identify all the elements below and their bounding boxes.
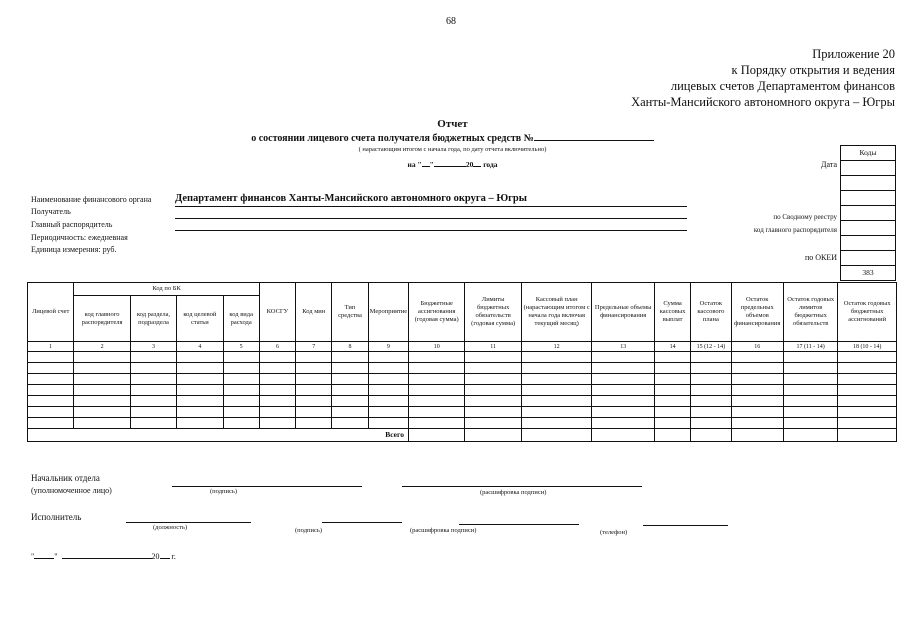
table-cell — [259, 407, 295, 418]
table-cell — [521, 363, 592, 374]
column-number: 11 — [465, 342, 521, 352]
table-cell — [465, 363, 521, 374]
head-decoding-line — [402, 486, 642, 487]
total-cell — [783, 429, 837, 442]
col-expense-type-code: код вида расхода — [223, 296, 259, 342]
table-row — [28, 418, 897, 429]
table-cell — [368, 385, 408, 396]
table-cell — [592, 418, 655, 429]
table-cell — [28, 407, 74, 418]
column-number: 6 — [259, 342, 295, 352]
total-cell — [408, 429, 464, 442]
table-row — [28, 407, 897, 418]
column-number: 5 — [223, 342, 259, 352]
main-manager-line — [175, 230, 687, 231]
table-cell — [332, 352, 368, 363]
table-cell — [731, 418, 783, 429]
annex-line: Приложение 20 — [812, 47, 895, 61]
table-cell — [838, 385, 897, 396]
date-quote-open: " — [31, 552, 35, 561]
table-cell — [408, 396, 464, 407]
column-number: 9 — [368, 342, 408, 352]
column-number: 17 (11 - 14) — [783, 342, 837, 352]
total-cell — [654, 429, 690, 442]
code-okei-cell: 383 — [840, 266, 896, 281]
table-cell — [465, 352, 521, 363]
column-number: 10 — [408, 342, 464, 352]
table-cell — [691, 418, 731, 429]
report-table — [27, 282, 897, 442]
table-cell — [368, 407, 408, 418]
table-cell — [691, 396, 731, 407]
col-event: Мероприятие — [368, 283, 408, 342]
table-cell — [223, 418, 259, 429]
date-month-line — [434, 157, 466, 167]
table-cell — [223, 374, 259, 385]
codes-okei-label: по ОКЕИ — [804, 253, 837, 262]
table-cell — [332, 374, 368, 385]
table-cell — [521, 352, 592, 363]
report-title: Отчет — [437, 118, 468, 130]
table-cell — [592, 352, 655, 363]
code-empty-cell — [840, 191, 896, 206]
table-cell — [731, 352, 783, 363]
table-cell — [130, 385, 176, 396]
table-cell — [731, 363, 783, 374]
table-cell — [223, 352, 259, 363]
code-empty-cell — [840, 206, 896, 221]
table-cell — [691, 363, 731, 374]
table-cell — [408, 385, 464, 396]
table-cell — [177, 385, 223, 396]
total-cell — [521, 429, 592, 442]
annex-line: Ханты-Мансийского автономного округа – Югры — [631, 95, 895, 109]
table-cell — [223, 385, 259, 396]
sig-date-suffix: г. — [171, 552, 176, 561]
code-empty-cell — [840, 176, 896, 191]
column-number: 3 — [130, 342, 176, 352]
table-cell — [223, 363, 259, 374]
date-sep: " — [429, 160, 434, 169]
report-date — [0, 157, 905, 169]
table-cell — [130, 352, 176, 363]
column-number: 12 — [521, 342, 592, 352]
table-cell — [783, 396, 837, 407]
head-decoding-caption: (расшифровка подписи) — [480, 489, 547, 496]
table-cell — [259, 385, 295, 396]
recipient-label: Получатель — [31, 207, 71, 216]
table-cell — [521, 407, 592, 418]
sig-date-year: 20 — [151, 552, 160, 561]
table-cell — [654, 363, 690, 374]
table-cell — [368, 418, 408, 429]
col-funding-limits: Предельные объемы финансирования — [592, 283, 655, 342]
table-cell — [296, 352, 332, 363]
table-cell — [259, 396, 295, 407]
table-cell — [74, 363, 130, 374]
code-manager-cell — [840, 236, 896, 251]
table-cell — [521, 385, 592, 396]
table-cell — [259, 363, 295, 374]
date-year-line — [473, 157, 481, 167]
annex-line: к Порядку открытия и ведения — [731, 63, 895, 77]
column-number: 18 (10 - 14) — [838, 342, 897, 352]
executor-decoding-caption: (расшифровка подписи) — [410, 527, 477, 534]
table-cell — [465, 385, 521, 396]
table-cell — [654, 407, 690, 418]
executor-phone-caption: (телефон) — [600, 529, 628, 536]
unit-label: Единица измерения: руб. — [31, 245, 117, 254]
table-cell — [130, 407, 176, 418]
executor-phone-line — [643, 525, 728, 526]
table-cell — [592, 396, 655, 407]
table-cell — [654, 385, 690, 396]
head-signature-caption: (подпись) — [210, 488, 237, 495]
table-cell — [592, 407, 655, 418]
col-section-code: код раздела, подраздела — [130, 296, 176, 342]
fin-org-value: Департамент финансов Ханты-Мансийского автономного округа – Югры — [175, 193, 527, 204]
table-cell — [130, 396, 176, 407]
table-cell — [296, 418, 332, 429]
table-cell — [28, 418, 74, 429]
sig-day-line — [34, 549, 54, 559]
code-empty-cell — [840, 251, 896, 266]
table-cell — [332, 385, 368, 396]
table-cell — [223, 396, 259, 407]
codes-manager-label: код главного распорядителя — [753, 226, 837, 234]
column-number: 15 (12 - 14) — [691, 342, 731, 352]
page-number: 68 — [446, 16, 456, 27]
col-cash-plan-balance: Остаток кассового плана — [691, 283, 731, 342]
table-cell — [408, 363, 464, 374]
report-note: ( нарастающим итогом с начала года, по дату отчета включительно) — [358, 146, 547, 153]
account-number-line — [534, 131, 654, 141]
table-cell — [654, 396, 690, 407]
table-row — [28, 374, 897, 385]
column-number: 1 — [28, 342, 74, 352]
codes-header: Коды — [840, 145, 896, 161]
table-cell — [521, 396, 592, 407]
table-cell — [74, 396, 130, 407]
column-number: 13 — [592, 342, 655, 352]
table-cell — [691, 374, 731, 385]
table-cell — [74, 418, 130, 429]
table-cell — [783, 418, 837, 429]
sig-month-line — [62, 549, 152, 559]
col-personal-account: Лицевой счет — [28, 283, 74, 342]
table-cell — [408, 374, 464, 385]
head-signature-line — [172, 486, 362, 487]
executor-position-line — [126, 522, 251, 523]
table-cell — [368, 363, 408, 374]
table-cell — [177, 407, 223, 418]
table-cell — [731, 385, 783, 396]
table-cell — [408, 407, 464, 418]
table-cell — [296, 396, 332, 407]
table-cell — [177, 352, 223, 363]
table-cell — [332, 363, 368, 374]
col-main-manager-code: код главного распорядителя — [74, 296, 130, 342]
table-cell — [838, 418, 897, 429]
table-cell — [731, 374, 783, 385]
total-cell — [731, 429, 783, 442]
signature-date — [31, 549, 176, 561]
col-kosgu: КОСГУ — [259, 283, 295, 342]
table-cell — [654, 374, 690, 385]
col-spare-code: Код мин — [296, 283, 332, 342]
annex-line: лицевых счетов Департаментом финансов — [670, 79, 895, 93]
table-row — [28, 396, 897, 407]
table-cell — [332, 418, 368, 429]
table-cell — [368, 352, 408, 363]
report-subtitle-text: о состоянии лицевого счета получателя бюджетных средств № — [251, 133, 534, 144]
table-cell — [368, 396, 408, 407]
table-cell — [408, 418, 464, 429]
col-limits-balance: Остаток годовых лимитов бюджетных обязательств — [783, 283, 837, 342]
fin-org-line — [175, 206, 687, 207]
table-cell — [783, 352, 837, 363]
col-funding-balance: Остаток предельных объемов финансирования — [731, 283, 783, 342]
table-cell — [691, 407, 731, 418]
table-cell — [838, 396, 897, 407]
col-group-bk: Код по БК — [74, 283, 259, 296]
executor-signature-caption: (подпись) — [295, 527, 322, 534]
total-row — [28, 429, 897, 442]
table-cell — [74, 352, 130, 363]
date-day-line — [422, 157, 430, 167]
table-cell — [592, 385, 655, 396]
table-cell — [654, 352, 690, 363]
table-body — [28, 352, 897, 429]
table-cell — [74, 407, 130, 418]
table-cell — [783, 363, 837, 374]
table-cell — [74, 385, 130, 396]
col-budget-allocations: Бюджетные ассигнования (годовая сумма) — [408, 283, 464, 342]
codes-svod-label: по Сводному реестру — [773, 213, 837, 221]
table-cell — [465, 374, 521, 385]
table-cell — [223, 407, 259, 418]
total-cell — [838, 429, 897, 442]
total-cell — [465, 429, 521, 442]
table-cell — [28, 374, 74, 385]
table-row — [28, 363, 897, 374]
table-cell — [28, 352, 74, 363]
sig-year-line — [160, 549, 170, 559]
table-cell — [177, 363, 223, 374]
col-cash-payments: Сумма кассовых выплат — [654, 283, 690, 342]
table-cell — [332, 407, 368, 418]
table-cell — [259, 352, 295, 363]
column-number: 8 — [332, 342, 368, 352]
table-cell — [838, 352, 897, 363]
table-cell — [838, 407, 897, 418]
fin-org-label: Наименование финансового органа — [31, 195, 152, 204]
table-cell — [177, 396, 223, 407]
table-cell — [259, 374, 295, 385]
table-cell — [28, 385, 74, 396]
column-number: 4 — [177, 342, 223, 352]
table-cell — [259, 418, 295, 429]
executor-decoding-line — [459, 524, 579, 525]
recipient-line — [175, 218, 687, 219]
code-date-cell — [840, 161, 896, 176]
date-quote-close: " — [54, 552, 58, 561]
table-cell — [592, 374, 655, 385]
table-cell — [28, 363, 74, 374]
table-cell — [408, 352, 464, 363]
annex-header — [631, 46, 895, 110]
table-cell — [731, 396, 783, 407]
table-cell — [838, 374, 897, 385]
table-cell — [130, 374, 176, 385]
table-cell — [592, 363, 655, 374]
col-budget-limits: Лимиты бюджетных обязательств (годовая сумма) — [465, 283, 521, 342]
table-cell — [783, 385, 837, 396]
table-row — [28, 385, 897, 396]
date-year: 20 — [465, 160, 474, 169]
col-funds-type: Тип средства — [332, 283, 368, 342]
table-cell — [521, 418, 592, 429]
executor-signature-line — [322, 522, 402, 523]
table-cell — [130, 418, 176, 429]
table-cell — [783, 374, 837, 385]
date-prefix: на " — [407, 160, 422, 169]
table-cell — [74, 374, 130, 385]
executor-label: Исполнитель — [31, 512, 82, 522]
table-cell — [130, 363, 176, 374]
column-number: 14 — [654, 342, 690, 352]
total-cell — [592, 429, 655, 442]
table-cell — [28, 396, 74, 407]
table-cell — [838, 363, 897, 374]
table-cell — [654, 418, 690, 429]
column-number: 2 — [74, 342, 130, 352]
table-cell — [296, 407, 332, 418]
table-cell — [691, 385, 731, 396]
date-suffix: года — [483, 160, 498, 169]
code-svod-cell — [840, 221, 896, 236]
col-target-code: код целевой статьи — [177, 296, 223, 342]
total-label: Всего — [28, 429, 409, 442]
codes-date-label: Дата — [821, 160, 837, 169]
table-cell — [368, 374, 408, 385]
table-cell — [783, 407, 837, 418]
table-cell — [521, 374, 592, 385]
main-manager-label: Главный распорядитель — [31, 220, 113, 229]
table-cell — [177, 374, 223, 385]
table-cell — [465, 396, 521, 407]
column-number: 7 — [296, 342, 332, 352]
column-numbers-row — [28, 342, 897, 352]
col-allocations-balance: Остаток годовых бюджетных ассигнований — [838, 283, 897, 342]
codes-box — [840, 145, 896, 281]
table-cell — [296, 385, 332, 396]
table-cell — [731, 407, 783, 418]
head-label: Начальник отдела — [31, 473, 100, 483]
executor-position-caption: (должность) — [153, 524, 188, 531]
column-number: 16 — [731, 342, 783, 352]
total-cell — [691, 429, 731, 442]
table-cell — [296, 374, 332, 385]
periodicity-label: Периодичность: ежедневная — [31, 233, 128, 242]
table-cell — [465, 418, 521, 429]
table-cell — [465, 407, 521, 418]
table-cell — [296, 363, 332, 374]
report-subtitle — [0, 131, 905, 144]
col-cash-plan: Кассовый план (нарастающим итогом с начала года включая текущий месяц) — [521, 283, 592, 342]
head-sub-label: (уполномоченное лицо) — [31, 486, 112, 495]
table-cell — [691, 352, 731, 363]
table-row — [28, 352, 897, 363]
table-cell — [177, 418, 223, 429]
table-cell — [332, 396, 368, 407]
